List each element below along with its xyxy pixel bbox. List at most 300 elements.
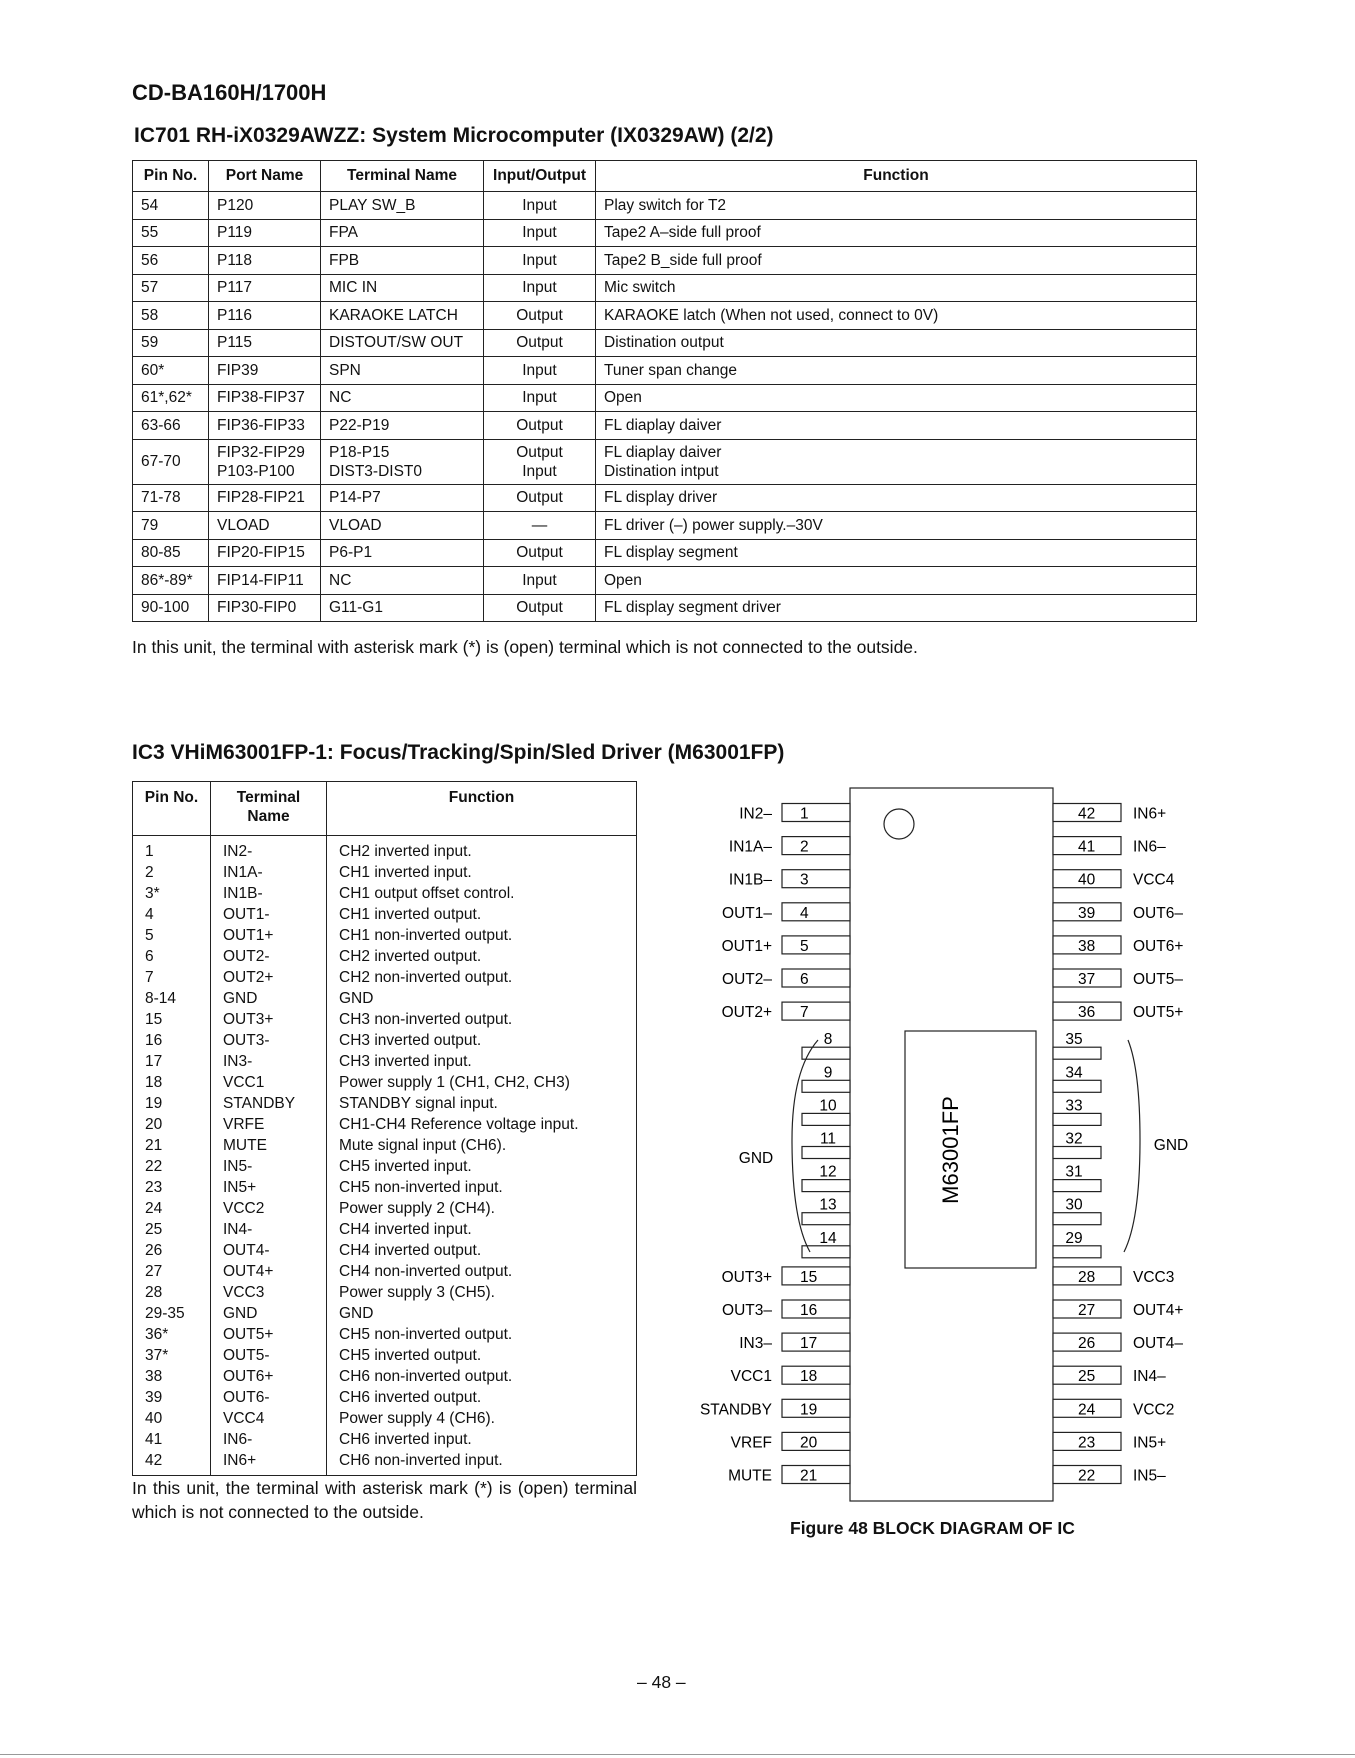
ic701-pin-table bbox=[132, 160, 1197, 622]
gnd-label-right: GND bbox=[1153, 1137, 1189, 1154]
cell-function: KARAOKE latch (When not used, connect to 0V) bbox=[596, 302, 1197, 330]
table-row bbox=[133, 1072, 637, 1093]
cell-function: Tape2 B_side full proof bbox=[596, 247, 1197, 275]
cell-input-output: Output bbox=[484, 484, 596, 512]
cell-terminal-name: OUT6+ bbox=[211, 1366, 327, 1387]
pin-left-gnd bbox=[802, 1246, 850, 1258]
cell-input-output: Input bbox=[484, 219, 596, 247]
cell-terminal-name: P22-P19 bbox=[321, 412, 484, 440]
cell-terminal-name: GND bbox=[211, 1303, 327, 1324]
cell-function: CH2 non-inverted output. bbox=[327, 967, 637, 988]
cell-terminal-name: FPA bbox=[321, 219, 484, 247]
cell-function: CH3 non-inverted output. bbox=[327, 1009, 637, 1030]
cell-function: CH6 non-inverted input. bbox=[327, 1450, 637, 1476]
cell-pin-no: 61*,62* bbox=[133, 384, 209, 412]
pin-label: IN2– bbox=[739, 805, 772, 823]
table-row bbox=[133, 1345, 637, 1366]
pin-number: 42 bbox=[1078, 805, 1096, 823]
pin-label: VCC2 bbox=[1133, 1401, 1175, 1419]
cell-pin-no: 37* bbox=[133, 1345, 211, 1366]
pin-number: 11 bbox=[819, 1130, 837, 1148]
pin-label: VCC3 bbox=[1133, 1268, 1175, 1286]
pin-label: IN5– bbox=[1133, 1467, 1166, 1485]
cell-function: CH3 inverted input. bbox=[327, 1051, 637, 1072]
cell-port-name: P118 bbox=[209, 247, 321, 275]
cell-function: Mute signal input (CH6). bbox=[327, 1135, 637, 1156]
pin-right-gnd bbox=[1053, 1180, 1101, 1192]
pin-label: IN1B– bbox=[728, 871, 772, 889]
cell-pin-no: 57 bbox=[133, 274, 209, 302]
cell-pin-no: 56 bbox=[133, 247, 209, 275]
cell-input-output: Input bbox=[484, 567, 596, 595]
cell-terminal-name: OUT2+ bbox=[211, 967, 327, 988]
ic3-note: In this unit, the terminal with asterisk mark (*) is (open) terminal which is not connected to the outside. bbox=[132, 1478, 637, 1522]
cell-pin-no: 22 bbox=[133, 1156, 211, 1177]
cell-port-name: P116 bbox=[209, 302, 321, 330]
cell-port-name: VLOAD bbox=[209, 512, 321, 540]
cell-terminal-name: NC bbox=[321, 567, 484, 595]
table-row bbox=[133, 862, 637, 883]
cell-function: CH2 inverted output. bbox=[327, 946, 637, 967]
pin-number: 10 bbox=[819, 1097, 837, 1115]
table-row bbox=[133, 302, 1197, 330]
cell-pin-no: 39 bbox=[133, 1387, 211, 1408]
ic3-section-title: IC3 VHiM63001FP-1: Focus/Tracking/Spin/Sled Driver (M63001FP) bbox=[132, 741, 785, 764]
pin-number: 18 bbox=[800, 1368, 818, 1386]
pin-number: 15 bbox=[800, 1268, 818, 1286]
table-row bbox=[133, 567, 1197, 595]
pin-label: IN1A– bbox=[728, 838, 772, 856]
table-row bbox=[133, 1030, 637, 1051]
pin-number: 30 bbox=[1065, 1196, 1083, 1214]
table-row bbox=[133, 439, 1197, 484]
figure-caption: Figure 48 BLOCK DIAGRAM OF IC bbox=[790, 1518, 1075, 1538]
pin-label: OUT3+ bbox=[721, 1268, 772, 1286]
pin-number: 20 bbox=[800, 1434, 818, 1452]
table-row bbox=[133, 1156, 637, 1177]
cell-terminal-name: P6-P1 bbox=[321, 539, 484, 567]
table-row bbox=[133, 988, 637, 1009]
cell-terminal-name: SPN bbox=[321, 357, 484, 385]
pin-number: 35 bbox=[1065, 1031, 1083, 1049]
cell-input-output: Input bbox=[484, 274, 596, 302]
table-row bbox=[133, 412, 1197, 440]
pin-label: OUT2– bbox=[722, 971, 772, 988]
cell-port-name: P120 bbox=[209, 192, 321, 220]
cell-pin-no: 6 bbox=[133, 946, 211, 967]
pin-number: 34 bbox=[1065, 1064, 1083, 1082]
cell-pin-no: 20 bbox=[133, 1114, 211, 1135]
cell-pin-no: 41 bbox=[133, 1429, 211, 1450]
pin-number: 32 bbox=[1065, 1130, 1083, 1148]
table-row bbox=[133, 1303, 637, 1324]
cell-function: CH6 inverted output. bbox=[327, 1387, 637, 1408]
cell-function: CH1 inverted output. bbox=[327, 904, 637, 925]
pin-number: 8 bbox=[823, 1031, 833, 1049]
cell-function: CH1 output offset control. bbox=[327, 883, 637, 904]
cell-terminal-name: FPB bbox=[321, 247, 484, 275]
table-row bbox=[133, 836, 637, 863]
cell-terminal-name: OUT1+ bbox=[211, 925, 327, 946]
page-bottom-rule bbox=[0, 1754, 1355, 1755]
cell-pin-no: 63-66 bbox=[133, 412, 209, 440]
cell-pin-no: 29-35 bbox=[133, 1303, 211, 1324]
cell-port-name: FIP28-FIP21 bbox=[209, 484, 321, 512]
cell-input-output: Output bbox=[484, 329, 596, 357]
table-row bbox=[133, 883, 637, 904]
cell-terminal-name: VCC1 bbox=[211, 1072, 327, 1093]
pin-left bbox=[782, 969, 850, 987]
table-row bbox=[133, 1051, 637, 1072]
cell-terminal-name: DISTOUT/SW OUT bbox=[321, 329, 484, 357]
table-row bbox=[133, 357, 1197, 385]
table-row bbox=[133, 1450, 637, 1476]
pin-number: 19 bbox=[800, 1401, 818, 1419]
cell-function: Mic switch bbox=[596, 274, 1197, 302]
pin-left bbox=[782, 1002, 850, 1020]
pin-number: 4 bbox=[800, 904, 809, 922]
cell-function: CH5 non-inverted output. bbox=[327, 1324, 637, 1345]
cell-terminal-name: P14-P7 bbox=[321, 484, 484, 512]
pin-number: 7 bbox=[800, 1004, 809, 1022]
table-row bbox=[133, 1366, 637, 1387]
cell-terminal-name: IN5- bbox=[211, 1156, 327, 1177]
cell-terminal-name: OUT3- bbox=[211, 1030, 327, 1051]
table-row bbox=[133, 329, 1197, 357]
pin-label: VCC4 bbox=[1133, 871, 1175, 889]
cell-pin-no: 60* bbox=[133, 357, 209, 385]
pin-number: 2 bbox=[800, 838, 809, 856]
cell-pin-no: 42 bbox=[133, 1450, 211, 1476]
table-header-row bbox=[133, 161, 1197, 192]
cell-input-output: Output bbox=[484, 594, 596, 622]
ic701-section-title: IC701 RH-iX0329AWZZ: System Microcomputer (IX0329AW) (2/2) bbox=[134, 124, 774, 147]
pin-label: IN6+ bbox=[1133, 805, 1167, 823]
cell-pin-no: 59 bbox=[133, 329, 209, 357]
cell-port-name: FIP14-FIP11 bbox=[209, 567, 321, 595]
cell-pin-no: 5 bbox=[133, 925, 211, 946]
pin-number: 40 bbox=[1078, 871, 1096, 889]
cell-terminal-name: VCC2 bbox=[211, 1198, 327, 1219]
table-row bbox=[133, 1219, 637, 1240]
cell-terminal-name: IN2- bbox=[211, 836, 327, 863]
cell-terminal-name: IN6+ bbox=[211, 1450, 327, 1476]
cell-function: FL driver (–) power supply.–30V bbox=[596, 512, 1197, 540]
col-header-terminal-name: Terminal Name bbox=[211, 782, 327, 836]
table-row bbox=[133, 1324, 637, 1345]
cell-function: CH6 non-inverted output. bbox=[327, 1366, 637, 1387]
pin-left-gnd bbox=[802, 1080, 850, 1092]
cell-port-name: FIP20-FIP15 bbox=[209, 539, 321, 567]
col-header-pin-no: Pin No. bbox=[133, 782, 211, 836]
cell-pin-no: 27 bbox=[133, 1261, 211, 1282]
pin-number: 5 bbox=[800, 937, 809, 955]
cell-port-name: FIP38-FIP37 bbox=[209, 384, 321, 412]
pin-number: 26 bbox=[1078, 1335, 1096, 1353]
pin-label: OUT2+ bbox=[721, 1004, 772, 1022]
cell-pin-no: 18 bbox=[133, 1072, 211, 1093]
cell-input-output: Input bbox=[484, 192, 596, 220]
cell-pin-no: 4 bbox=[133, 904, 211, 925]
col-header-input-output: Input/Output bbox=[484, 161, 596, 192]
cell-port-name: P117 bbox=[209, 274, 321, 302]
table-row bbox=[133, 1093, 637, 1114]
pin-label: OUT1+ bbox=[721, 937, 772, 955]
pin-number: 37 bbox=[1078, 971, 1096, 988]
cell-pin-no: 25 bbox=[133, 1219, 211, 1240]
pin-number: 23 bbox=[1078, 1434, 1096, 1452]
pin-number: 17 bbox=[800, 1335, 818, 1353]
pin-left-gnd bbox=[802, 1147, 850, 1159]
cell-function: Power supply 3 (CH5). bbox=[327, 1282, 637, 1303]
cell-terminal-name: MUTE bbox=[211, 1135, 327, 1156]
cell-terminal-name: OUT4+ bbox=[211, 1261, 327, 1282]
cell-function: Power supply 4 (CH6). bbox=[327, 1408, 637, 1429]
cell-terminal-name: NC bbox=[321, 384, 484, 412]
cell-input-output: Input bbox=[484, 384, 596, 412]
table-row bbox=[133, 1282, 637, 1303]
table-row bbox=[133, 1135, 637, 1156]
pin-right-gnd bbox=[1053, 1080, 1101, 1092]
cell-terminal-name: P18-P15 DIST3-DIST0 bbox=[321, 439, 484, 484]
table-row bbox=[133, 1009, 637, 1030]
pin-label: OUT4+ bbox=[1133, 1302, 1184, 1319]
table-row bbox=[133, 192, 1197, 220]
pin-label: OUT6– bbox=[1133, 904, 1183, 922]
col-header-function: Function bbox=[327, 782, 637, 836]
cell-function: Open bbox=[596, 384, 1197, 412]
col-header-function: Function bbox=[596, 161, 1197, 192]
cell-pin-no: 38 bbox=[133, 1366, 211, 1387]
cell-terminal-name: G11-G1 bbox=[321, 594, 484, 622]
cell-input-output: Output Input bbox=[484, 439, 596, 484]
chip-die bbox=[905, 1031, 1036, 1268]
cell-function: GND bbox=[327, 1303, 637, 1324]
pin-number: 33 bbox=[1065, 1097, 1083, 1115]
cell-function: CH2 inverted input. bbox=[327, 836, 637, 863]
table-row bbox=[133, 925, 637, 946]
cell-pin-no: 79 bbox=[133, 512, 209, 540]
cell-input-output: Input bbox=[484, 357, 596, 385]
cell-pin-no: 2 bbox=[133, 862, 211, 883]
cell-input-output: — bbox=[484, 512, 596, 540]
pin1-marker bbox=[884, 809, 914, 839]
cell-pin-no: 80-85 bbox=[133, 539, 209, 567]
cell-pin-no: 16 bbox=[133, 1030, 211, 1051]
cell-terminal-name: VCC4 bbox=[211, 1408, 327, 1429]
cell-pin-no: 21 bbox=[133, 1135, 211, 1156]
cell-function: CH3 inverted output. bbox=[327, 1030, 637, 1051]
cell-function: CH5 inverted output. bbox=[327, 1345, 637, 1366]
table-row bbox=[133, 1177, 637, 1198]
col-header-port-name: Port Name bbox=[209, 161, 321, 192]
cell-function: STANDBY signal input. bbox=[327, 1093, 637, 1114]
cell-function: FL display segment bbox=[596, 539, 1197, 567]
pin-left bbox=[782, 903, 850, 921]
cell-terminal-name: OUT1- bbox=[211, 904, 327, 925]
cell-port-name: FIP36-FIP33 bbox=[209, 412, 321, 440]
gnd-brace-right bbox=[1124, 1040, 1140, 1252]
cell-terminal-name: MIC IN bbox=[321, 274, 484, 302]
table-row bbox=[133, 1408, 637, 1429]
cell-terminal-name: PLAY SW_B bbox=[321, 192, 484, 220]
cell-port-name: FIP30-FIP0 bbox=[209, 594, 321, 622]
table-row bbox=[133, 1429, 637, 1450]
pin-right-gnd bbox=[1053, 1047, 1101, 1059]
cell-function: CH1 non-inverted output. bbox=[327, 925, 637, 946]
cell-function: Tape2 A–side full proof bbox=[596, 219, 1197, 247]
cell-function: CH5 inverted input. bbox=[327, 1156, 637, 1177]
cell-terminal-name: STANDBY bbox=[211, 1093, 327, 1114]
table-row bbox=[133, 946, 637, 967]
cell-pin-no: 36* bbox=[133, 1324, 211, 1345]
cell-input-output: Output bbox=[484, 302, 596, 330]
pin-left-gnd bbox=[802, 1213, 850, 1225]
pin-number: 28 bbox=[1078, 1268, 1096, 1286]
cell-function: Distination output bbox=[596, 329, 1197, 357]
cell-terminal-name: IN4- bbox=[211, 1219, 327, 1240]
pin-left bbox=[782, 804, 850, 822]
table-row bbox=[133, 1198, 637, 1219]
pin-label: STANDBY bbox=[699, 1401, 772, 1419]
col-header-pin-no: Pin No. bbox=[133, 161, 209, 192]
pin-number: 41 bbox=[1078, 838, 1096, 856]
pin-number: 25 bbox=[1078, 1368, 1096, 1386]
cell-pin-no: 8-14 bbox=[133, 988, 211, 1009]
cell-function: Tuner span change bbox=[596, 357, 1197, 385]
pin-number: 31 bbox=[1065, 1163, 1083, 1181]
cell-pin-no: 7 bbox=[133, 967, 211, 988]
pin-left bbox=[782, 936, 850, 954]
cell-function: CH4 inverted output. bbox=[327, 1240, 637, 1261]
cell-pin-no: 15 bbox=[133, 1009, 211, 1030]
model-title: CD-BA160H/1700H bbox=[132, 80, 327, 105]
cell-terminal-name: VCC3 bbox=[211, 1282, 327, 1303]
pin-number: 16 bbox=[800, 1302, 818, 1319]
cell-function: FL diaplay daiver Distination intput bbox=[596, 439, 1197, 484]
cell-port-name: FIP39 bbox=[209, 357, 321, 385]
pin-right-gnd bbox=[1053, 1213, 1101, 1225]
table-row bbox=[133, 384, 1197, 412]
cell-terminal-name: IN1B- bbox=[211, 883, 327, 904]
pin-number: 29 bbox=[1065, 1229, 1083, 1247]
cell-pin-no: 17 bbox=[133, 1051, 211, 1072]
cell-function: GND bbox=[327, 988, 637, 1009]
cell-pin-no: 71-78 bbox=[133, 484, 209, 512]
cell-function: Open bbox=[596, 567, 1197, 595]
pin-right-gnd bbox=[1053, 1113, 1101, 1125]
cell-terminal-name: OUT4- bbox=[211, 1240, 327, 1261]
pin-left-gnd bbox=[802, 1180, 850, 1192]
pin-number: 1 bbox=[800, 805, 809, 823]
cell-terminal-name: IN1A- bbox=[211, 862, 327, 883]
table-row bbox=[133, 484, 1197, 512]
pin-number: 12 bbox=[819, 1163, 837, 1181]
cell-pin-no: 28 bbox=[133, 1282, 211, 1303]
ic-block-diagram bbox=[680, 780, 1200, 1510]
cell-function: FL display driver bbox=[596, 484, 1197, 512]
cell-function: Play switch for T2 bbox=[596, 192, 1197, 220]
cell-terminal-name: OUT2- bbox=[211, 946, 327, 967]
pin-label: OUT6+ bbox=[1133, 937, 1184, 955]
pin-number: 6 bbox=[800, 971, 809, 988]
cell-terminal-name: OUT6- bbox=[211, 1387, 327, 1408]
cell-function: CH5 non-inverted input. bbox=[327, 1177, 637, 1198]
cell-pin-no: 86*-89* bbox=[133, 567, 209, 595]
cell-pin-no: 19 bbox=[133, 1093, 211, 1114]
table-row bbox=[133, 1387, 637, 1408]
pin-right-gnd bbox=[1053, 1246, 1101, 1258]
pin-label: OUT5+ bbox=[1133, 1004, 1184, 1022]
pin-number: 13 bbox=[819, 1196, 837, 1214]
cell-pin-no: 26 bbox=[133, 1240, 211, 1261]
ic3-pin-table bbox=[132, 781, 637, 1476]
cell-terminal-name: VLOAD bbox=[321, 512, 484, 540]
cell-pin-no: 55 bbox=[133, 219, 209, 247]
pin-label: OUT3– bbox=[722, 1302, 772, 1319]
table-row bbox=[133, 539, 1197, 567]
col-header-terminal-name: Terminal Name bbox=[321, 161, 484, 192]
cell-terminal-name: IN6- bbox=[211, 1429, 327, 1450]
ic701-note: In this unit, the terminal with asterisk mark (*) is (open) terminal which is not connected to the outside. bbox=[132, 637, 918, 657]
table-row bbox=[133, 1114, 637, 1135]
pin-label: VCC1 bbox=[730, 1368, 772, 1386]
cell-pin-no: 24 bbox=[133, 1198, 211, 1219]
cell-function: CH1-CH4 Reference voltage input. bbox=[327, 1114, 637, 1135]
cell-function: FL display segment driver bbox=[596, 594, 1197, 622]
cell-terminal-name: IN5+ bbox=[211, 1177, 327, 1198]
pin-label: IN5+ bbox=[1133, 1434, 1167, 1452]
table-row bbox=[133, 967, 637, 988]
cell-terminal-name: OUT3+ bbox=[211, 1009, 327, 1030]
pin-number: 39 bbox=[1078, 904, 1096, 922]
table-header-row bbox=[133, 782, 637, 836]
pin-label: MUTE bbox=[728, 1467, 772, 1485]
pin-number: 24 bbox=[1078, 1401, 1096, 1419]
pin-label: IN4– bbox=[1133, 1368, 1166, 1386]
pin-left bbox=[782, 837, 850, 855]
cell-input-output: Output bbox=[484, 412, 596, 440]
cell-input-output: Input bbox=[484, 247, 596, 275]
pin-number: 14 bbox=[819, 1229, 837, 1247]
pin-number: 36 bbox=[1078, 1004, 1096, 1022]
pin-number: 38 bbox=[1078, 937, 1096, 955]
pin-label: VREF bbox=[730, 1434, 772, 1452]
table-row bbox=[133, 219, 1197, 247]
pin-number: 21 bbox=[800, 1467, 818, 1485]
pin-left bbox=[782, 870, 850, 888]
cell-pin-no: 23 bbox=[133, 1177, 211, 1198]
cell-terminal-name: GND bbox=[211, 988, 327, 1009]
cell-function: CH1 inverted input. bbox=[327, 862, 637, 883]
cell-function: CH6 inverted input. bbox=[327, 1429, 637, 1450]
cell-terminal-name: VRFE bbox=[211, 1114, 327, 1135]
cell-pin-no: 67-70 bbox=[133, 439, 209, 484]
pin-number: 27 bbox=[1078, 1302, 1096, 1319]
cell-function: FL diaplay daiver bbox=[596, 412, 1197, 440]
cell-pin-no: 40 bbox=[133, 1408, 211, 1429]
cell-port-name: P115 bbox=[209, 329, 321, 357]
pin-right-gnd bbox=[1053, 1147, 1101, 1159]
table-row bbox=[133, 904, 637, 925]
page-number: – 48 – bbox=[637, 1672, 686, 1692]
pin-number: 3 bbox=[800, 871, 809, 889]
table-row bbox=[133, 1261, 637, 1282]
cell-terminal-name: KARAOKE LATCH bbox=[321, 302, 484, 330]
cell-pin-no: 54 bbox=[133, 192, 209, 220]
cell-function: Power supply 1 (CH1, CH2, CH3) bbox=[327, 1072, 637, 1093]
cell-input-output: Output bbox=[484, 539, 596, 567]
